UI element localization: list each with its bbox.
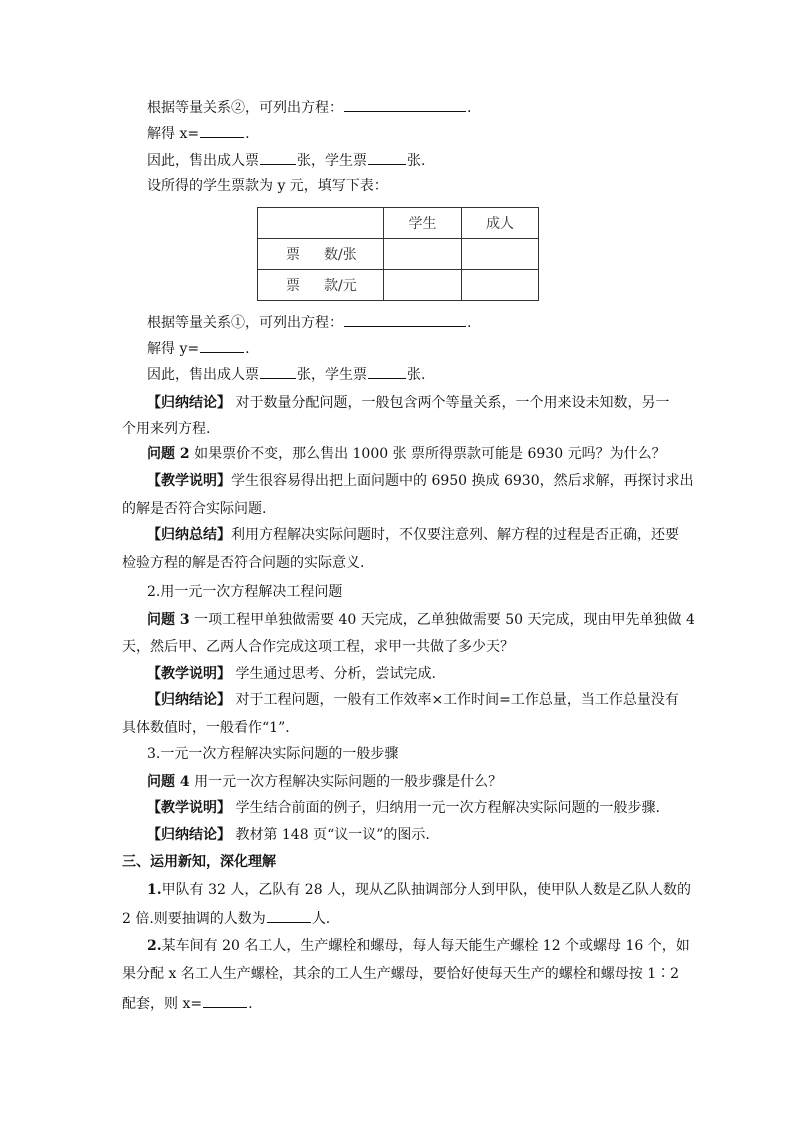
text: 某车间有 20 名工人，生产螺栓和螺母，每人每天能生产螺栓 12 个或螺母 16 个，如 <box>161 938 690 954</box>
tag: 【教学说明】 <box>147 800 231 816</box>
text: 配套，则 x= <box>122 996 203 1012</box>
text: 票 <box>286 247 300 263</box>
tag: 【教学说明】 <box>147 666 231 682</box>
section-heading <box>147 744 398 764</box>
answer-blank[interactable] <box>368 150 406 165</box>
section-title: 三、运用新知，深化理解 <box>122 854 276 870</box>
ticket-answer-line <box>147 364 425 385</box>
tag: 【归纳结论】 <box>147 692 231 708</box>
tag: 【归纳结论】 <box>147 395 231 411</box>
table-row <box>258 270 539 301</box>
answer-blank[interactable] <box>203 993 247 1008</box>
conclusion-paragraph <box>147 393 669 413</box>
text: 2.用一元一次方程解决工程问题 <box>147 584 343 600</box>
text: 个用来列方程. <box>122 421 211 437</box>
tag: 问题 2 <box>147 446 190 462</box>
text: 因此，售出成人票 <box>147 153 259 169</box>
answer-blank[interactable] <box>344 312 466 327</box>
text: 教材第 148 页“议一议”的图示. <box>231 827 430 843</box>
text: 款/元 <box>324 278 357 294</box>
text: 利用方程解决实际问题时，不仅要注意列、解方程的过程是否正确，还要 <box>231 527 679 543</box>
solve-x-line <box>147 123 250 144</box>
text: 张，学生票 <box>297 153 367 169</box>
text: 用一元一次方程解决实际问题的一般步骤是什么？ <box>189 774 503 790</box>
text: 如果票价不变，那么售出 1000 张 票所得票款可能是 6930 元吗？为什么？ <box>189 446 666 462</box>
tag: 【归纳总结】 <box>147 527 231 543</box>
answer-blank[interactable] <box>200 123 244 138</box>
ticket-answer-line <box>147 150 425 171</box>
conclusion-paragraph <box>147 690 679 710</box>
answer-blank[interactable] <box>344 97 466 112</box>
text: 具体数值时，一般看作“1”. <box>122 720 290 736</box>
ticket-table <box>257 207 539 301</box>
header-adult: 成人 <box>462 208 539 239</box>
row-label-amount <box>258 270 384 301</box>
table-intro: 设所得的学生票款为 y 元，填写下表： <box>147 178 388 194</box>
cell-student-amount[interactable] <box>384 270 462 301</box>
question-4 <box>147 772 502 792</box>
cell-adult-amount[interactable] <box>462 270 539 301</box>
exercise-2 <box>147 936 690 956</box>
exercise-1 <box>147 880 691 900</box>
cell-adult-count[interactable] <box>462 239 539 270</box>
answer-blank[interactable] <box>368 364 406 379</box>
text: 人. <box>311 911 331 927</box>
text: 2 倍.则要抽调的人数为 <box>122 911 266 927</box>
answer-blank[interactable] <box>267 908 311 923</box>
exercise-number: 1. <box>147 882 162 898</box>
tag: 【教学说明】 <box>147 473 231 489</box>
table-row <box>258 239 539 270</box>
answer-blank[interactable] <box>260 364 296 379</box>
text: 张. <box>407 153 426 169</box>
text: . <box>467 315 472 331</box>
solve-y-line <box>147 338 250 359</box>
teaching-note <box>147 471 694 491</box>
text: 因此，售出成人票 <box>147 367 259 383</box>
summary-paragraph <box>147 525 679 545</box>
text: 解得 y= <box>147 341 200 357</box>
text: 学生很容易得出把上面问题中的 6950 换成 6930，然后求解，再探讨求出 <box>231 473 694 489</box>
text: 对于数量分配问题，一般包含两个等量关系，一个用来设未知数，另一 <box>231 395 670 411</box>
table-corner <box>258 208 384 239</box>
text: . <box>248 996 253 1012</box>
tag: 【归纳结论】 <box>147 827 231 843</box>
teaching-note <box>147 798 660 818</box>
text: . <box>467 100 472 116</box>
text: 根据等量关系①，可列出方程： <box>147 315 343 331</box>
exercise-number: 2. <box>147 938 162 954</box>
text: 学生结合前面的例子，归纳用一元一次方程解决实际问题的一般步骤. <box>231 800 660 816</box>
cell-student-count[interactable] <box>384 239 462 270</box>
text: 数/张 <box>324 247 357 263</box>
teaching-note <box>147 664 436 684</box>
text: . <box>245 341 250 357</box>
row-label-count <box>258 239 384 270</box>
header-student: 学生 <box>384 208 462 239</box>
text: 检验方程的解是否符合问题的实际意义. <box>122 555 365 571</box>
text: 果分配 x 名工人生产螺栓，其余的工人生产螺母，要恰好使每天生产的螺栓和螺母按 1∶2 <box>122 966 680 982</box>
exercise-2-cont <box>122 993 253 1014</box>
tag: 问题 4 <box>147 774 190 790</box>
text: . <box>245 126 250 142</box>
text: 的解是否符合实际问题. <box>122 501 267 517</box>
answer-blank[interactable] <box>200 338 244 353</box>
text: 学生通过思考、分析，尝试完成. <box>231 666 436 682</box>
text: 甲队有 32 人，乙队有 28 人，现从乙队抽调部分人到甲队，使甲队人数是乙队人数的 <box>161 882 692 898</box>
text: 解得 x= <box>147 126 200 142</box>
question-3 <box>147 610 695 630</box>
conclusion-paragraph <box>147 825 430 845</box>
tag: 问题 3 <box>147 612 190 628</box>
question-2 <box>147 444 666 464</box>
table-header-row <box>258 208 539 239</box>
text: 根据等量关系②，可列出方程： <box>147 100 343 116</box>
equation-line-2 <box>147 97 471 118</box>
text: 对于工程问题，一般有工作效率×工作时间=工作总量，当工作总量没有 <box>231 692 679 708</box>
exercise-1-cont <box>122 908 330 929</box>
text: 一项工程甲单独做需要 40 天完成，乙单独做需要 50 天完成，现由甲先单独做 4 <box>189 612 695 628</box>
section-heading <box>147 582 342 602</box>
text: 票 <box>286 278 300 294</box>
text: 3.一元一次方程解决实际问题的一般步骤 <box>147 746 399 762</box>
text: 天，然后甲、乙两人合作完成这项工程，求甲一共做了多少天？ <box>122 639 514 655</box>
answer-blank[interactable] <box>260 150 296 165</box>
text: 张，学生票 <box>297 367 367 383</box>
text: 张. <box>407 367 426 383</box>
equation-line-1 <box>147 312 471 333</box>
